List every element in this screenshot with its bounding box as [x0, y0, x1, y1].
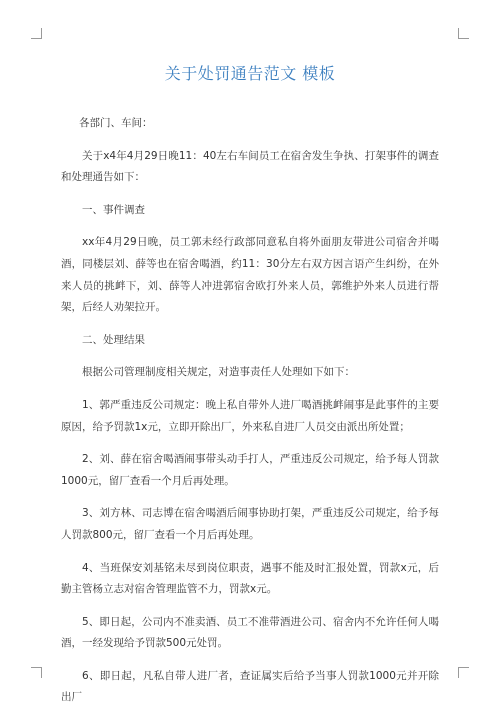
document-title: 关于处罚通告范文 模板 [164, 64, 336, 83]
salutation: 各部门、车间： [79, 117, 153, 129]
page-corner-mark-bottom-right [458, 667, 469, 678]
penalty-item-4: 4、当班保安刘基铭未尽到岗位职责，遇事不能及时汇报处置，罚款x元，后勤主管杨立志对宿舍管理监管不力，罚款x元。 [61, 561, 439, 596]
penalty-item-3: 3、刘方林、司志博在宿舍喝酒后闹事协助打架，严重违反公司规定，给予每人罚款800元，留厂查看一个月后再处理。 [61, 507, 439, 541]
document-body [61, 113, 439, 720]
penalty-item-6: 6、即日起，凡私自带人进厂者，查证属实后给予当事人罚款1000元并开除出厂 [61, 669, 439, 704]
result-intro-paragraph: 根据公司管理制度相关规定，对造事责任人处理如下如下： [82, 366, 355, 379]
penalty-item-2: 2、刘、薛在宿舍喝酒闹事带头动手打人，严重违反公司规定，给予每人罚款1000元，留厂查看一个月后再处理。 [61, 453, 439, 487]
section-heading-investigation: 一、事件调查 [82, 203, 145, 216]
section-heading-result: 二、处理结果 [82, 333, 145, 346]
penalty-item-1: 1、郭严重违反公司规定：晚上私自带外人进厂喝酒挑衅闹事是此事件的主要原因，给予罚款1x元，立即开除出厂，外来私自进厂人员交由派出所处置； [61, 398, 439, 433]
investigation-paragraph: xx年4月29日晚，员工郭未经行政部同意私自将外面朋友带进公司宿舍并喝酒，同楼层刘、薛等也在宿舍喝酒，约11：30分左右双方因言语产生纠纷，在外来人员的挑衅下，刘、薛等人冲进郭宿舍欧打外来人员，郭维护外来人员进行帮架，后经人劝架拉开。 [61, 236, 439, 314]
page-corner-mark-top-left [31, 28, 42, 39]
penalty-item-5: 5、即日起，公司内不准卖酒、员工不准带酒进公司、宿舍内不允许任何人喝酒，一经发现给予罚款500元处罚。 [61, 615, 439, 650]
page-corner-mark-bottom-left [31, 667, 42, 678]
intro-paragraph: 关于x4年4月29日晚11：40左右车间员工在宿舍发生争执、打架事件的调查和处理通告如下： [61, 149, 439, 184]
page-corner-mark-top-right [458, 28, 469, 39]
